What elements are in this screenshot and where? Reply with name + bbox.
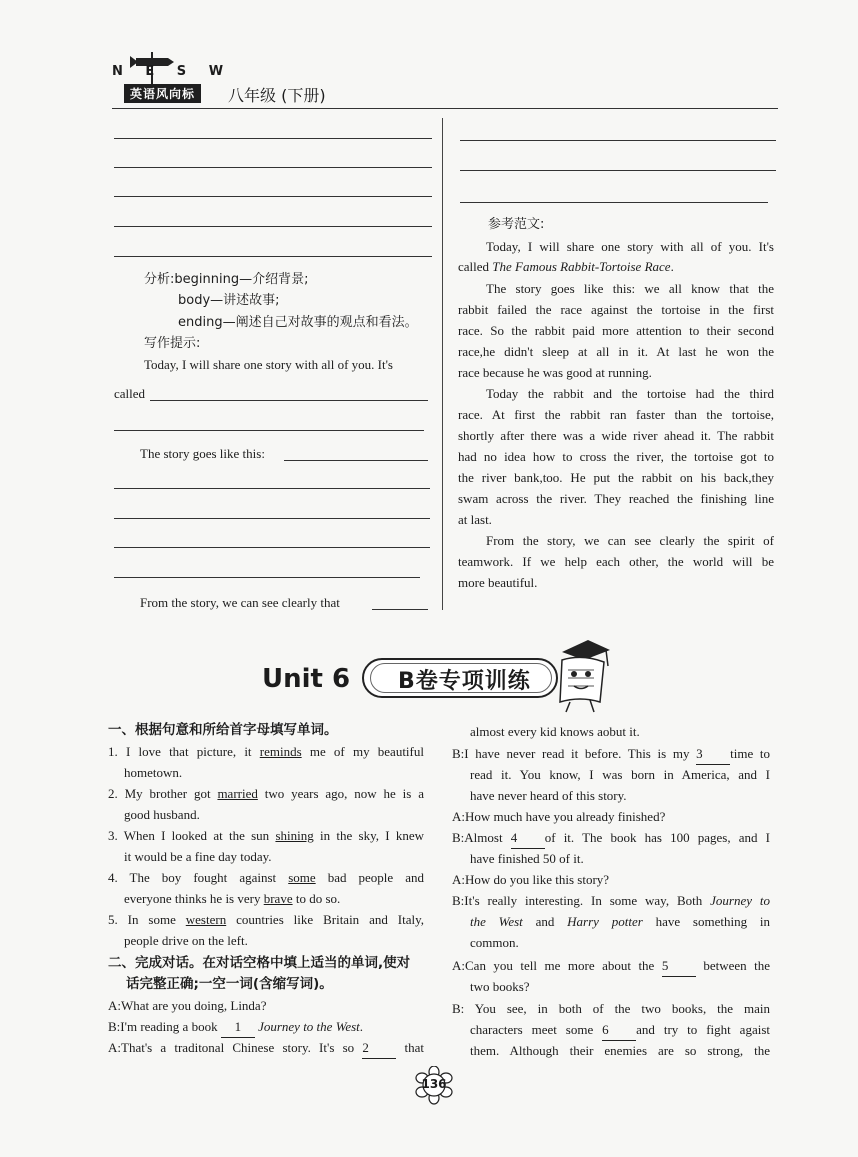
book-title: Journey to	[710, 893, 771, 908]
analysis-ending: ending—阐述自己对故事的观点和看法。	[178, 315, 418, 330]
dialog-line: B:It's really interesting. In some way, Both Journey to	[452, 893, 771, 908]
model-essay-label: 参考范文:	[488, 217, 545, 232]
essay-line: race because he was good at running.	[458, 365, 652, 380]
brand-label: 英语风向标	[124, 84, 201, 103]
dialog-line: B: You see, in both of the two books, the main	[452, 1001, 770, 1016]
writing-line[interactable]	[114, 518, 430, 519]
answer-blank-3[interactable]: 3	[696, 743, 730, 765]
dialog-line: have never heard of this story.	[470, 788, 627, 803]
hint-today: Today, I will share one story with all of you. It's	[144, 357, 393, 372]
dialog-line: the West and Harry potter have something in	[470, 914, 770, 929]
writing-line[interactable]	[114, 256, 432, 257]
writing-line[interactable]	[114, 196, 432, 197]
essay-line: at last.	[458, 512, 492, 527]
unit-title: Unit 6	[262, 664, 351, 694]
answer-blank-4[interactable]: 4	[511, 827, 545, 849]
dialog-line: common.	[470, 935, 519, 950]
answer-word: brave	[263, 891, 293, 906]
hint-story-goes: The story goes like this:	[140, 446, 265, 461]
dialog-line: A:How much have you already finished?	[452, 809, 666, 824]
essay-line: had no idea how to cross the river, the tortoise got to	[458, 449, 774, 464]
essay-line: race,he didn't sleep at all in it. At last he won the	[458, 344, 774, 359]
answer-word: some	[288, 870, 316, 885]
dialog-line: read it. You know, I was born in America, and I	[470, 767, 770, 782]
writing-line[interactable]	[460, 202, 768, 203]
answer-blank-1[interactable]: 1	[221, 1016, 255, 1038]
dialog-line: B:I have never read it before. This is my 3 time to	[452, 743, 770, 765]
answer-word: western	[185, 912, 227, 927]
dialog-line: B:I'm reading a book 1 Journey to the West.	[108, 1016, 363, 1038]
header-rule	[112, 108, 778, 109]
dialog-line: A:What are you doing, Linda?	[108, 998, 267, 1013]
dialog-line: A:How do you like this story?	[452, 872, 610, 887]
essay-line: swam across the river. They reached the finishing line	[458, 491, 774, 506]
writing-line[interactable]	[460, 140, 776, 141]
exercise-item-cont: it would be a fine day today.	[124, 849, 272, 864]
essay-story-title: The Famous Rabbit-Tortoise Race	[492, 259, 671, 274]
dialog-line: almost every kid knows aobut it.	[470, 724, 640, 739]
grade-label: 八年级 (下册)	[228, 86, 326, 105]
dialog-line: them. Although their enemies are so strong, the	[470, 1043, 770, 1058]
writing-line[interactable]	[114, 226, 432, 227]
answer-word: shining	[275, 828, 314, 843]
answer-blank-6[interactable]: 6	[602, 1019, 636, 1041]
book-title: Journey to the West	[258, 1019, 360, 1034]
writing-line[interactable]	[150, 400, 428, 401]
exercise-item: 3. When I looked at the sun shining in the sky, I knew	[108, 828, 424, 843]
compass-letters: N E S W	[112, 64, 233, 79]
answer-word: married	[217, 786, 258, 801]
writing-line[interactable]	[284, 460, 428, 461]
dialog-line: A:Can you tell me more about the 5 between the	[452, 955, 770, 977]
essay-line: the river bank,too. He put the rabbit on his back,they	[458, 470, 774, 485]
exercise-item-cont: people drive on the left.	[124, 933, 248, 948]
essay-line: race. At first the rabbit ran faster than the tortoise,	[458, 407, 774, 422]
book-title: the West	[470, 914, 523, 929]
dialog-line: A:That's a traditonal Chinese story. It's so 2 that	[108, 1037, 424, 1059]
exercise-item-cont: good husband.	[124, 807, 200, 822]
exercise-item-cont: everyone thinks he is very brave to do so.	[124, 891, 341, 906]
writing-line[interactable]	[460, 170, 776, 171]
section-banner-text: B卷专项训练	[398, 669, 531, 694]
dialog-line: B:Almost 4 of it. The book has 100 pages, and I	[452, 827, 770, 849]
exercise-item: 2. My brother got married two years ago, now he is a	[108, 786, 424, 801]
hint-from-story: From the story, we can see clearly that	[140, 595, 340, 610]
section-one-heading: 一、根据句意和所给首字母填写单词。	[108, 722, 338, 738]
answer-blank-5[interactable]: 5	[662, 955, 696, 977]
essay-line: teamwork. If we help each other, the world will be	[458, 554, 774, 569]
page-number: 136	[421, 1077, 447, 1091]
section-two-heading-cont: 话完整正确;一空一词(含缩写词)。	[126, 976, 333, 992]
writing-line[interactable]	[114, 138, 432, 139]
essay-line: The story goes like this: we all know that the	[486, 281, 774, 296]
column-divider	[442, 118, 443, 610]
analysis-label: 分析:beginning—介绍背景;	[144, 272, 309, 287]
essay-line: race. So the rabbit paid more attention to their second	[458, 323, 774, 338]
writing-line[interactable]	[114, 547, 430, 548]
essay-line: called The Famous Rabbit-Tortoise Race.	[458, 259, 674, 274]
writing-line[interactable]	[372, 609, 428, 610]
essay-line: Today the rabbit and the tortoise had the third	[486, 386, 774, 401]
hint-called: called	[114, 386, 146, 401]
dialog-line: two books?	[470, 979, 530, 994]
hint-label: 写作提示:	[144, 336, 201, 351]
section-two-heading: 二、完成对话。在对话空格中填上适当的单词,使对	[108, 955, 411, 971]
writing-line[interactable]	[114, 167, 432, 168]
essay-line: rabbit failed the race against the tortoise in the first	[458, 302, 774, 317]
exercise-item-cont: hometown.	[124, 765, 183, 780]
exercise-item: 4. The boy fought against some bad people and	[108, 870, 424, 885]
exercise-item: 1. I love that picture, it reminds me of my beautiful	[108, 744, 424, 759]
writing-line[interactable]	[114, 430, 424, 431]
analysis-body: body—讲述故事;	[178, 293, 280, 308]
writing-line[interactable]	[114, 488, 430, 489]
writing-line[interactable]	[114, 577, 420, 578]
dialog-line: characters meet some 6 and try to fight agaist	[470, 1019, 770, 1041]
exercise-item: 5. In some western countries like Britain and Italy,	[108, 912, 425, 927]
essay-line: shortly after there was a wide river ahead it. The rabbit	[458, 428, 774, 443]
answer-word: reminds	[259, 744, 302, 759]
essay-line: more beautiful.	[458, 575, 538, 590]
essay-line: Today, I will share one story with all of you. It's	[486, 239, 774, 254]
dialog-line: have finished 50 of it.	[470, 851, 584, 866]
book-mascot-icon	[548, 636, 618, 716]
answer-blank-2[interactable]: 2	[362, 1037, 396, 1059]
book-title: Harry potter	[567, 914, 643, 929]
essay-line: From the story, we can see clearly the spirit of	[486, 533, 774, 548]
